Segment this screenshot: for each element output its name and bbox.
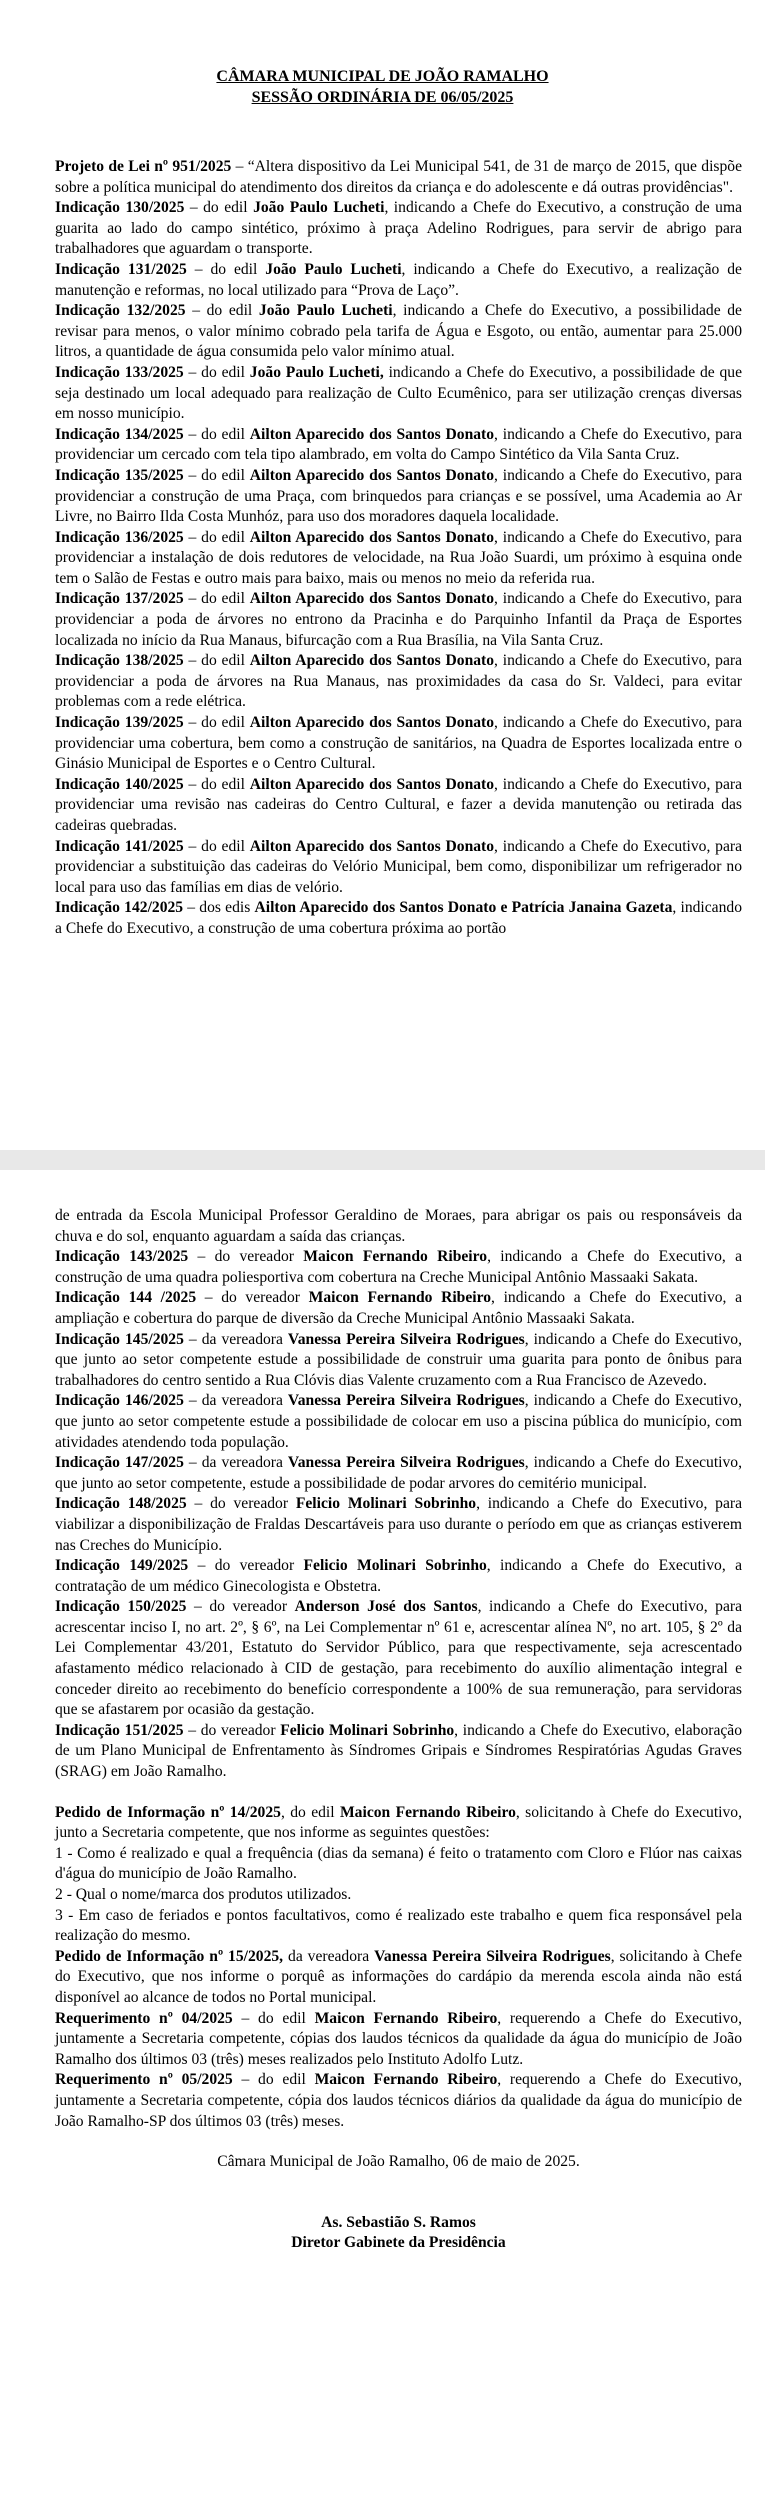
author-name: Maicon Fernando Ribeiro xyxy=(314,2009,498,2027)
closing-line: Câmara Municipal de João Ramalho, 06 de maio de 2025. xyxy=(217,2153,580,2171)
item-title: Indicação 131/2025 xyxy=(55,260,187,278)
page-separator xyxy=(0,1150,765,1170)
request-item: Requerimento nº 05/2025 – do edil Maicon Fernando Ribeiro, requerendo a Chefe do Executivo, juntamente a Secretaria competente, cópia dos laudos técnicos diários da qualidade da água do município de João Ramalho-SP dos últimos 03 (três) meses. xyxy=(55,2071,742,2130)
agenda-item: Indicação 133/2025 – do edil João Paulo Lucheti, indicando a Chefe do Executivo, a possibilidade de que seja destinado um local adequado para realização de Culto Ecumênico, para ser utilização crenças diversas em nosso município. xyxy=(55,363,742,423)
page-2 xyxy=(0,1170,765,2500)
item-title: Indicação 145/2025 xyxy=(55,1330,184,1348)
request-item: Pedido de Informação nº 15/2025, da vereadora Vanessa Pereira Silveira Rodrigues, solicitando à Chefe do Executivo, que nos informe o porquê as informações do cardápio da merenda escola ainda não está disponível ao alcance de todos no Portal municipal. xyxy=(55,1947,742,2006)
item-title: Indicação 130/2025 xyxy=(55,199,185,217)
request-question: 1 - Como é realizado e qual a frequência (dias da semana) é feito o tratamento com Cloro e Flúor nas caixas d'água do município de João Ramalho. xyxy=(55,1844,742,1883)
session-subtitle: SESSÃO ORDINÁRIA DE 06/05/2025 xyxy=(251,89,514,106)
author-name: João Paulo Lucheti xyxy=(265,260,402,278)
item-title: Indicação 134/2025 xyxy=(55,425,184,443)
request-question: 3 - Em caso de feriados e pontos facultativos, como é realizado este trabalho e quem fica responsável pela realização do mesmo. xyxy=(55,1906,742,1945)
author-name: Ailton Aparecido dos Santos Donato xyxy=(249,466,495,484)
agenda-item: Indicação 146/2025 – da vereadora Vanessa Pereira Silveira Rodrigues, indicando a Chefe do Executivo, que junto ao setor competente estude a possibilidade de colocar em uso a piscina pública do município, com atividades atendendo toda população. xyxy=(55,1392,742,1451)
item-title: Indicação 139/2025 xyxy=(55,714,184,732)
author-name: Maicon Fernando Ribeiro xyxy=(308,1289,492,1307)
item-title: Indicação 144 /2025 xyxy=(55,1289,197,1307)
page-1-content xyxy=(55,157,742,940)
request-item: Requerimento nº 04/2025 – do edil Maicon Fernando Ribeiro, requerendo a Chefe do Executivo, juntamente a Secretaria competente, cópias dos laudos técnicos da qualidade da água do município de João Ramalho dos últimos 03 (três) meses realizados pelo Instituto Adolfo Lutz. xyxy=(55,2009,742,2068)
author-name: Maicon Fernando Ribeiro xyxy=(339,1803,516,1821)
item-title: Indicação 150/2025 xyxy=(55,1598,187,1616)
item-title: Pedido de Informação nº 14/2025 xyxy=(55,1803,281,1821)
author-name: João Paulo Lucheti xyxy=(253,199,385,217)
agenda-item: Indicação 150/2025 – do vereador Anderson José dos Santos, indicando a Chefe do Executivo, para acrescentar inciso I, no art. 2º, § 6º, na Lei Complementar nº 61 e, acrescentar alínea Nº, no art. 105, § 2º da Lei Complementar 43/201, Estatuto do Servidor Público, para que respectivamente, seja acrescentado afastamento médico relacionado à CID de gestação, para recebimento do auxílio alimentação integral e conceder direito ao recebimento do benefício correspondente a 100% de sua remuneração, para servidoras que se afastarem por ocasião da gestação. xyxy=(55,1598,742,1719)
item-title: Indicação 151/2025 xyxy=(55,1721,184,1739)
item-title: Requerimento nº 05/2025 xyxy=(55,2071,233,2089)
agenda-item: Indicação 141/2025 – do edil Ailton Aparecido dos Santos Donato, indicando a Chefe do Executivo, para providenciar a substituição das cadeiras do Velório Municipal, bem como, disponibilizar um refrigerador no local para uso das famílias em dias de velório. xyxy=(55,837,743,896)
agenda-item: Indicação 143/2025 – do vereador Maicon Fernando Ribeiro, indicando a Chefe do Executivo, a construção de uma quadra poliesportiva com cobertura na Creche Municipal Antônio Massaaki Sakata. xyxy=(55,1248,742,1286)
agenda-item: Indicação 142/2025 – dos edis Ailton Aparecido dos Santos Donato e Patrícia Janaina Gazeta, indicando a Chefe do Executivo, a construção de uma cobertura próxima ao portão xyxy=(55,899,742,937)
agenda-item: Indicação 140/2025 – do edil Ailton Aparecido dos Santos Donato, indicando a Chefe do Executivo, para providenciar uma revisão nas cadeiras do Centro Cultural, e fazer a devida manutenção ou retirada das cadeiras quebradas. xyxy=(55,775,743,834)
item-title: Projeto de Lei nº 951/2025 xyxy=(55,158,232,175)
author-name: Felicio Molinari Sobrinho xyxy=(295,1495,477,1513)
item-title: Indicação 133/2025 xyxy=(55,363,184,381)
agenda-item: Indicação 139/2025 – do edil Ailton Aparecido dos Santos Donato, indicando a Chefe do Executivo, para providenciar uma cobertura, bem como a construção de sanitários, na Quadra de Esportes localizada entre o Ginásio Municipal de Esportes e o Centro Cultural. xyxy=(55,714,743,773)
author-name: Ailton Aparecido dos Santos Donato xyxy=(249,425,495,443)
agenda-item: Indicação 134/2025 – do edil Ailton Aparecido dos Santos Donato, indicando a Chefe do Executivo, para providenciar um cercado com tela tipo alambrado, em volta do Campo Sintético da Vila Santa Cruz. xyxy=(55,425,743,464)
agenda-item: Indicação 149/2025 – do vereador Felicio Molinari Sobrinho, indicando a Chefe do Executivo, a contratação de um médico Ginecologista e Obstetra. xyxy=(55,1557,742,1595)
item-title: Indicação 143/2025 xyxy=(55,1248,189,1266)
continued-paragraph: de entrada da Escola Municipal Professor Geraldino de Moraes, para abrigar os pais ou responsáveis da chuva e do sol, enquanto aguardam a saída das crianças. xyxy=(55,1207,742,1245)
author-name: Ailton Aparecido dos Santos Donato xyxy=(249,837,495,855)
information-request: Pedido de Informação nº 14/2025, do edil Maicon Fernando Ribeiro, solicitando à Chefe do Executivo, junto a Secretaria competente, que nos informe as seguintes questões: xyxy=(55,1803,743,1842)
item-title: Indicação 136/2025 xyxy=(55,528,184,546)
item-title: Indicação 147/2025 xyxy=(55,1454,184,1472)
author-name: Felicio Molinari Sobrinho xyxy=(303,1557,487,1575)
page-1 xyxy=(0,0,765,1150)
author-name: Ailton Aparecido dos Santos Donato xyxy=(249,775,495,793)
author-name: Ailton Aparecido dos Santos Donato xyxy=(249,590,495,608)
agenda-item: Indicação 138/2025 – do edil Ailton Aparecido dos Santos Donato, indicando a Chefe do Executivo, para providenciar a poda de árvores na Rua Manaus, nas proximidades da casa do Sr. Valdeci, para evitar problemas com a rede elétrica. xyxy=(55,652,743,711)
item-title: Indicação 146/2025 xyxy=(55,1392,184,1410)
author-name: Maicon Fernando Ribeiro xyxy=(303,1248,488,1266)
agenda-item: Indicação 145/2025 – da vereadora Vanessa Pereira Silveira Rodrigues, indicando a Chefe do Executivo, que junto ao setor competente estude a possibilidade de construir uma guarita para ponto de ônibus para trabalhadores do centro sentido a Rua Clóvis dias Valente cruzamento com a Rua Francisco de Azevedo. xyxy=(55,1330,742,1389)
author-name: Anderson José dos Santos xyxy=(294,1598,478,1616)
item-title: Requerimento nº 04/2025 xyxy=(55,2009,233,2027)
author-name: Vanessa Pereira Silveira Rodrigues xyxy=(287,1330,525,1348)
signature-role: Diretor Gabinete da Presidência xyxy=(291,2234,506,2252)
author-name: Ailton Aparecido dos Santos Donato xyxy=(249,714,495,732)
author-name: Vanessa Pereira Silveira Rodrigues xyxy=(287,1454,525,1472)
item-title: Pedido de Informação nº 15/2025, xyxy=(55,1947,284,1965)
author-name: Ailton Aparecido dos Santos Donato xyxy=(249,652,495,670)
author-name: Maicon Fernando Ribeiro xyxy=(314,2071,498,2089)
author-name: João Paulo Lucheti xyxy=(258,302,393,320)
agenda-item: Indicação 148/2025 – do vereador Felicio Molinari Sobrinho, indicando a Chefe do Executivo, para viabilizar a disponibilização de Fraldas Descartáveis para uso durante o período em que as crianças estiverem nas Creches do Município. xyxy=(55,1495,742,1554)
document-title: CÂMARA MUNICIPAL DE JOÃO RAMALHO xyxy=(216,68,549,85)
item-title: Indicação 137/2025 xyxy=(55,590,184,608)
request-question: 2 - Qual o nome/marca dos produtos utilizados. xyxy=(55,1886,352,1903)
item-title: Indicação 142/2025 xyxy=(55,899,184,917)
agenda-item: Indicação 147/2025 – da vereadora Vanessa Pereira Silveira Rodrigues, indicando a Chefe do Executivo, que junto ao setor competente, estude a possibilidade de podar arvores do cemitério municipal. xyxy=(55,1454,742,1492)
item-title: Indicação 132/2025 xyxy=(55,302,186,320)
agenda-item: Indicação 130/2025 – do edil João Paulo Lucheti, indicando a Chefe do Executivo, a construção de uma guarita ao lado do campo sintético, próximo à praça Adelino Rodrigues, para servir de abrigo para trabalhadores que aguardam o transporte. xyxy=(55,199,742,258)
agenda-item: Indicação 136/2025 – do edil Ailton Aparecido dos Santos Donato, indicando a Chefe do Executivo, para providenciar a instalação de dois redutores de velocidade, na Rua João Suardi, um próximo à esquina onde tem o Salão de Festas e outro mais para baixo, mais ou menos no meio da referida rua. xyxy=(55,528,743,587)
author-name: João Paulo Lucheti, xyxy=(249,363,384,381)
agenda-item: Indicação 135/2025 – do edil Ailton Aparecido dos Santos Donato, indicando a Chefe do Executivo, para providenciar a construção de uma Praça, com brinquedos para crianças e se possível, uma Academia ao Ar Livre, no Bairro Ilda Costa Munhóz, para uso dos moradores daquela localidade. xyxy=(55,466,743,526)
item-title: Indicação 135/2025 xyxy=(55,466,184,484)
page-2-content xyxy=(55,1206,742,2254)
item-title: Indicação 141/2025 xyxy=(55,837,184,855)
signature-name: As. Sebastião S. Ramos xyxy=(321,2213,476,2231)
author-name: Felicio Molinari Sobrinho xyxy=(280,1721,455,1739)
item-title: Indicação 140/2025 xyxy=(55,775,184,793)
agenda-item: Indicação 151/2025 – do vereador Felicio Molinari Sobrinho, indicando a Chefe do Executivo, elaboração de um Plano Municipal de Enfrentamento às Síndromes Gripais e Síndromes Respiratórias Agudas Graves (SRAG) em João Ramalho. xyxy=(55,1721,743,1781)
item-title: Indicação 148/2025 xyxy=(55,1495,187,1513)
author-name: Vanessa Pereira Silveira Rodrigues xyxy=(287,1392,525,1410)
item-title: Indicação 149/2025 xyxy=(55,1557,189,1575)
author-name: Ailton Aparecido dos Santos Donato xyxy=(249,528,495,546)
author-name: Vanessa Pereira Silveira Rodrigues xyxy=(374,1947,611,1965)
agenda-item: Indicação 132/2025 – do edil João Paulo Lucheti, indicando a Chefe do Executivo, a possibilidade de revisar para menos, o valor mínimo cobrado pela tarifa de Água e Esgoto, ou então, aumentar para 25.000 litros, a quantidade de água consumida pelo valor mínimo atual. xyxy=(55,302,742,361)
author-name: Ailton Aparecido dos Santos Donato e Patrícia Janaina Gazeta xyxy=(254,899,673,917)
agenda-item: Indicação 144 /2025 – do vereador Maicon Fernando Ribeiro, indicando a Chefe do Executivo, a ampliação e cobertura do parque de diversão da Creche Municipal Antônio Massaaki Sakata. xyxy=(55,1289,742,1327)
agenda-item: Indicação 137/2025 – do edil Ailton Aparecido dos Santos Donato, indicando a Chefe do Executivo, para providenciar a poda de árvores no entrono da Pracinha e do Parquinho Infantil da Praça de Esportes localizada no início da Rua Manaus, bifurcação com a Rua Brasília, na Vila Santa Cruz. xyxy=(55,590,743,649)
agenda-item: Projeto de Lei nº 951/2025 – “Altera dispositivo da Lei Municipal 541, de 31 de março de 2015, que dispõe sobre a política municipal do atendimento dos direitos da criança e do adolescente e dá outras providências". xyxy=(55,158,743,196)
agenda-item: Indicação 131/2025 – do edil João Paulo Lucheti, indicando a Chefe do Executivo, a realização de manutenção e reformas, no local utilizado para “Prova de Laço”. xyxy=(55,260,742,299)
item-title: Indicação 138/2025 xyxy=(55,652,184,670)
